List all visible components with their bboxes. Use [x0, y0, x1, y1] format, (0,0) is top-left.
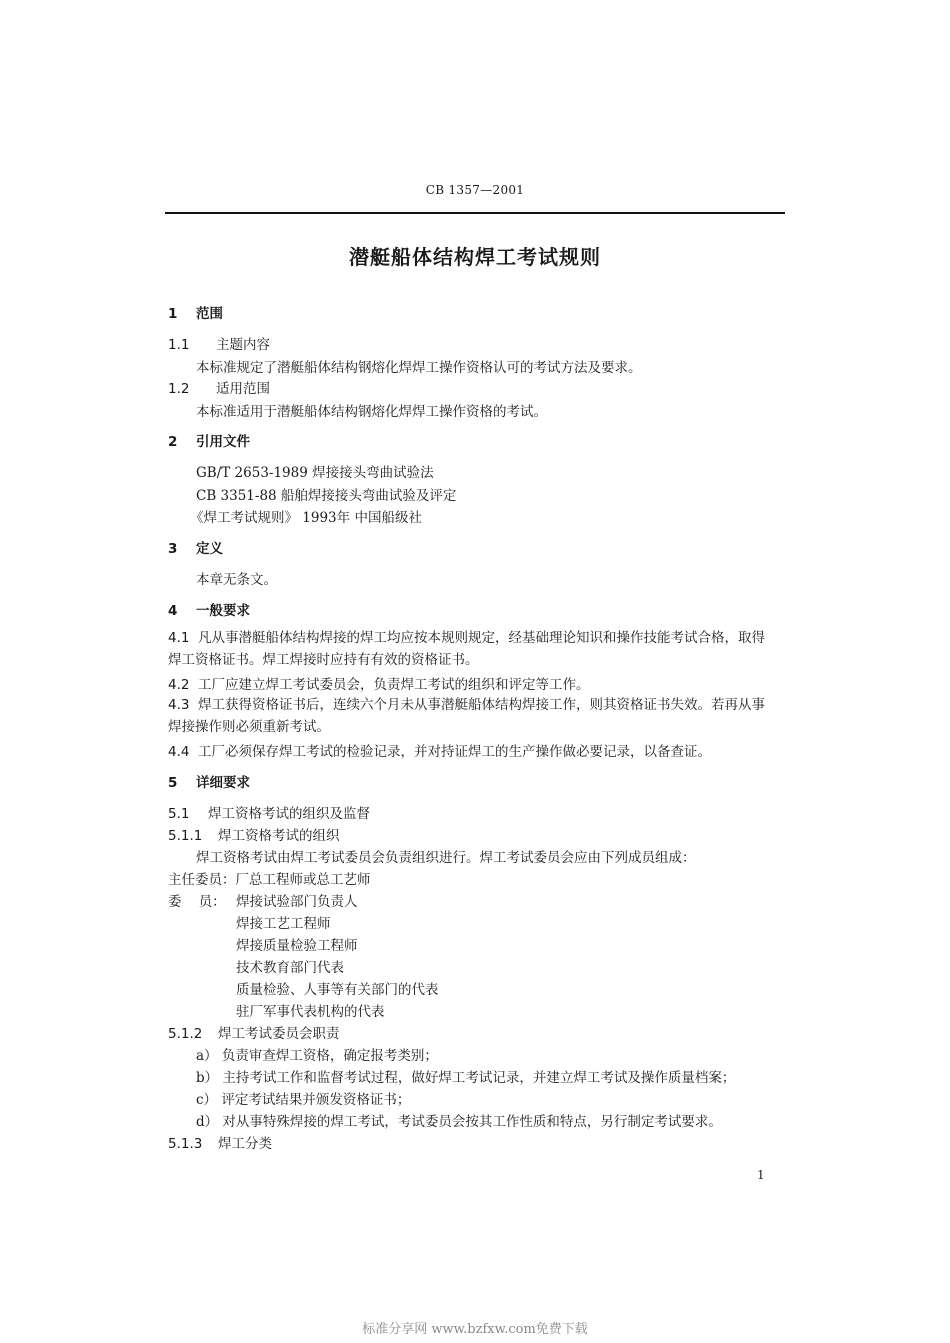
clause-number: 4.3 — [168, 697, 190, 713]
clause-number: 5.1.1 — [168, 828, 203, 844]
reference-item: CB 3351-88 船舶焊接接头弯曲试验及评定 — [196, 488, 457, 504]
clause-text: 焊工获得资格证书后，连续六个月未从事潜艇船体结构焊接工作，则其资格证书失效。若再从事焊接操作则必须重新考试。 — [168, 697, 765, 735]
clause-label: 焊工资格考试的组织及监督 — [208, 806, 370, 822]
section-label: 范围 — [196, 306, 223, 322]
section-label: 定义 — [196, 541, 223, 557]
clause-label: 适用范围 — [216, 381, 270, 397]
clause-1-2-text: 本标准适用于潜艇船体结构钢熔化焊焊工操作资格的考试。 — [196, 404, 547, 420]
clause-number: 5.1.3 — [168, 1136, 203, 1152]
document-title: 潜艇船体结构焊工考试规则 — [349, 245, 601, 269]
section-4-heading — [168, 599, 250, 619]
clause-number: 4.4 — [168, 744, 190, 760]
clause-1-1-heading — [168, 333, 270, 353]
committee-member: 驻厂军事代表机构的代表 — [236, 1004, 385, 1020]
section-label: 详细要求 — [196, 775, 250, 791]
section-number: 1 — [168, 306, 178, 322]
clause-5-1-1-text: 焊工资格考试由焊工考试委员会负责组织进行。焊工考试委员会应由下列成员组成： — [196, 850, 696, 866]
clause-number: 4.2 — [168, 677, 190, 693]
clause-5-1-1-heading — [168, 824, 340, 844]
section-number: 4 — [168, 603, 178, 619]
page-number: 1 — [757, 1168, 765, 1182]
clause-label: 焊工分类 — [218, 1136, 272, 1152]
header-rule — [165, 212, 785, 214]
section-label: 一般要求 — [196, 603, 250, 619]
clause-number: 5.1 — [168, 806, 190, 822]
duty-item: c） 评定考试结果并颁发资格证书； — [196, 1092, 411, 1108]
committee-member: 焊接质量检验工程师 — [236, 938, 358, 954]
watermark-footer: 标准分享网 www.bzfxw.com免费下载 — [362, 1322, 588, 1337]
clause-label: 主题内容 — [216, 337, 270, 353]
committee-chair: 主任委员：厂总工程师或总工艺师 — [168, 872, 371, 888]
clause-5-1-2-heading — [168, 1022, 340, 1042]
clause-4-4 — [168, 740, 711, 760]
clause-label: 焊工资格考试的组织 — [218, 828, 340, 844]
clause-number: 1.1 — [168, 337, 190, 353]
clause-5-1-3-heading — [168, 1132, 272, 1152]
clause-text: 工厂应建立焊工考试委员会，负责焊工考试的组织和评定等工作。 — [198, 677, 590, 693]
section-2-heading — [168, 430, 250, 450]
duty-item: d） 对从事特殊焊接的焊工考试，考试委员会按其工作性质和特点，另行制定考试要求。 — [196, 1114, 722, 1130]
section-3-text: 本章无条文。 — [196, 572, 277, 588]
clause-4-1 — [168, 627, 776, 671]
clause-4-2 — [168, 673, 590, 693]
clause-1-2-heading — [168, 377, 270, 397]
section-number: 2 — [168, 434, 178, 450]
clause-number: 1.2 — [168, 381, 190, 397]
section-5-heading — [168, 771, 250, 791]
duty-item: a） 负责审查焊工资格，确定报考类别； — [196, 1048, 438, 1064]
clause-number: 5.1.2 — [168, 1026, 203, 1042]
section-number: 3 — [168, 541, 178, 557]
clause-4-3 — [168, 694, 776, 738]
committee-member: 焊接试验部门负责人 — [236, 894, 358, 910]
section-label: 引用文件 — [196, 434, 250, 450]
committee-member: 质量检验、人事等有关部门的代表 — [236, 982, 439, 998]
section-1-heading — [168, 302, 223, 322]
section-number: 5 — [168, 775, 178, 791]
clause-label: 焊工考试委员会职责 — [218, 1026, 340, 1042]
committee-member: 技术教育部门代表 — [236, 960, 344, 976]
committee-member: 焊接工艺工程师 — [236, 916, 331, 932]
committee-member-label: 委 员： — [168, 894, 226, 910]
duty-item: b） 主持考试工作和监督考试过程，做好焊工考试记录，并建立焊工考试及操作质量档案； — [196, 1070, 736, 1086]
reference-item: 《焊工考试规则》 1993年 中国船级社 — [190, 510, 422, 526]
doc-code-header: CB 1357—2001 — [425, 183, 525, 197]
section-3-heading — [168, 537, 223, 557]
clause-text: 凡从事潜艇船体结构焊接的焊工均应按本规则规定，经基础理论知识和操作技能考试合格，取得焊工资格证书。焊工焊接时应持有有效的资格证书。 — [168, 630, 765, 668]
clause-5-1-heading — [168, 802, 370, 822]
clause-text: 工厂必须保存焊工考试的检验记录，并对持证焊工的生产操作做必要记录，以备查证。 — [198, 744, 711, 760]
clause-1-1-text: 本标准规定了潜艇船体结构钢熔化焊焊工操作资格认可的考试方法及要求。 — [196, 360, 642, 376]
reference-item: GB/T 2653-1989 焊接接头弯曲试验法 — [196, 465, 434, 481]
clause-number: 4.1 — [168, 630, 190, 646]
